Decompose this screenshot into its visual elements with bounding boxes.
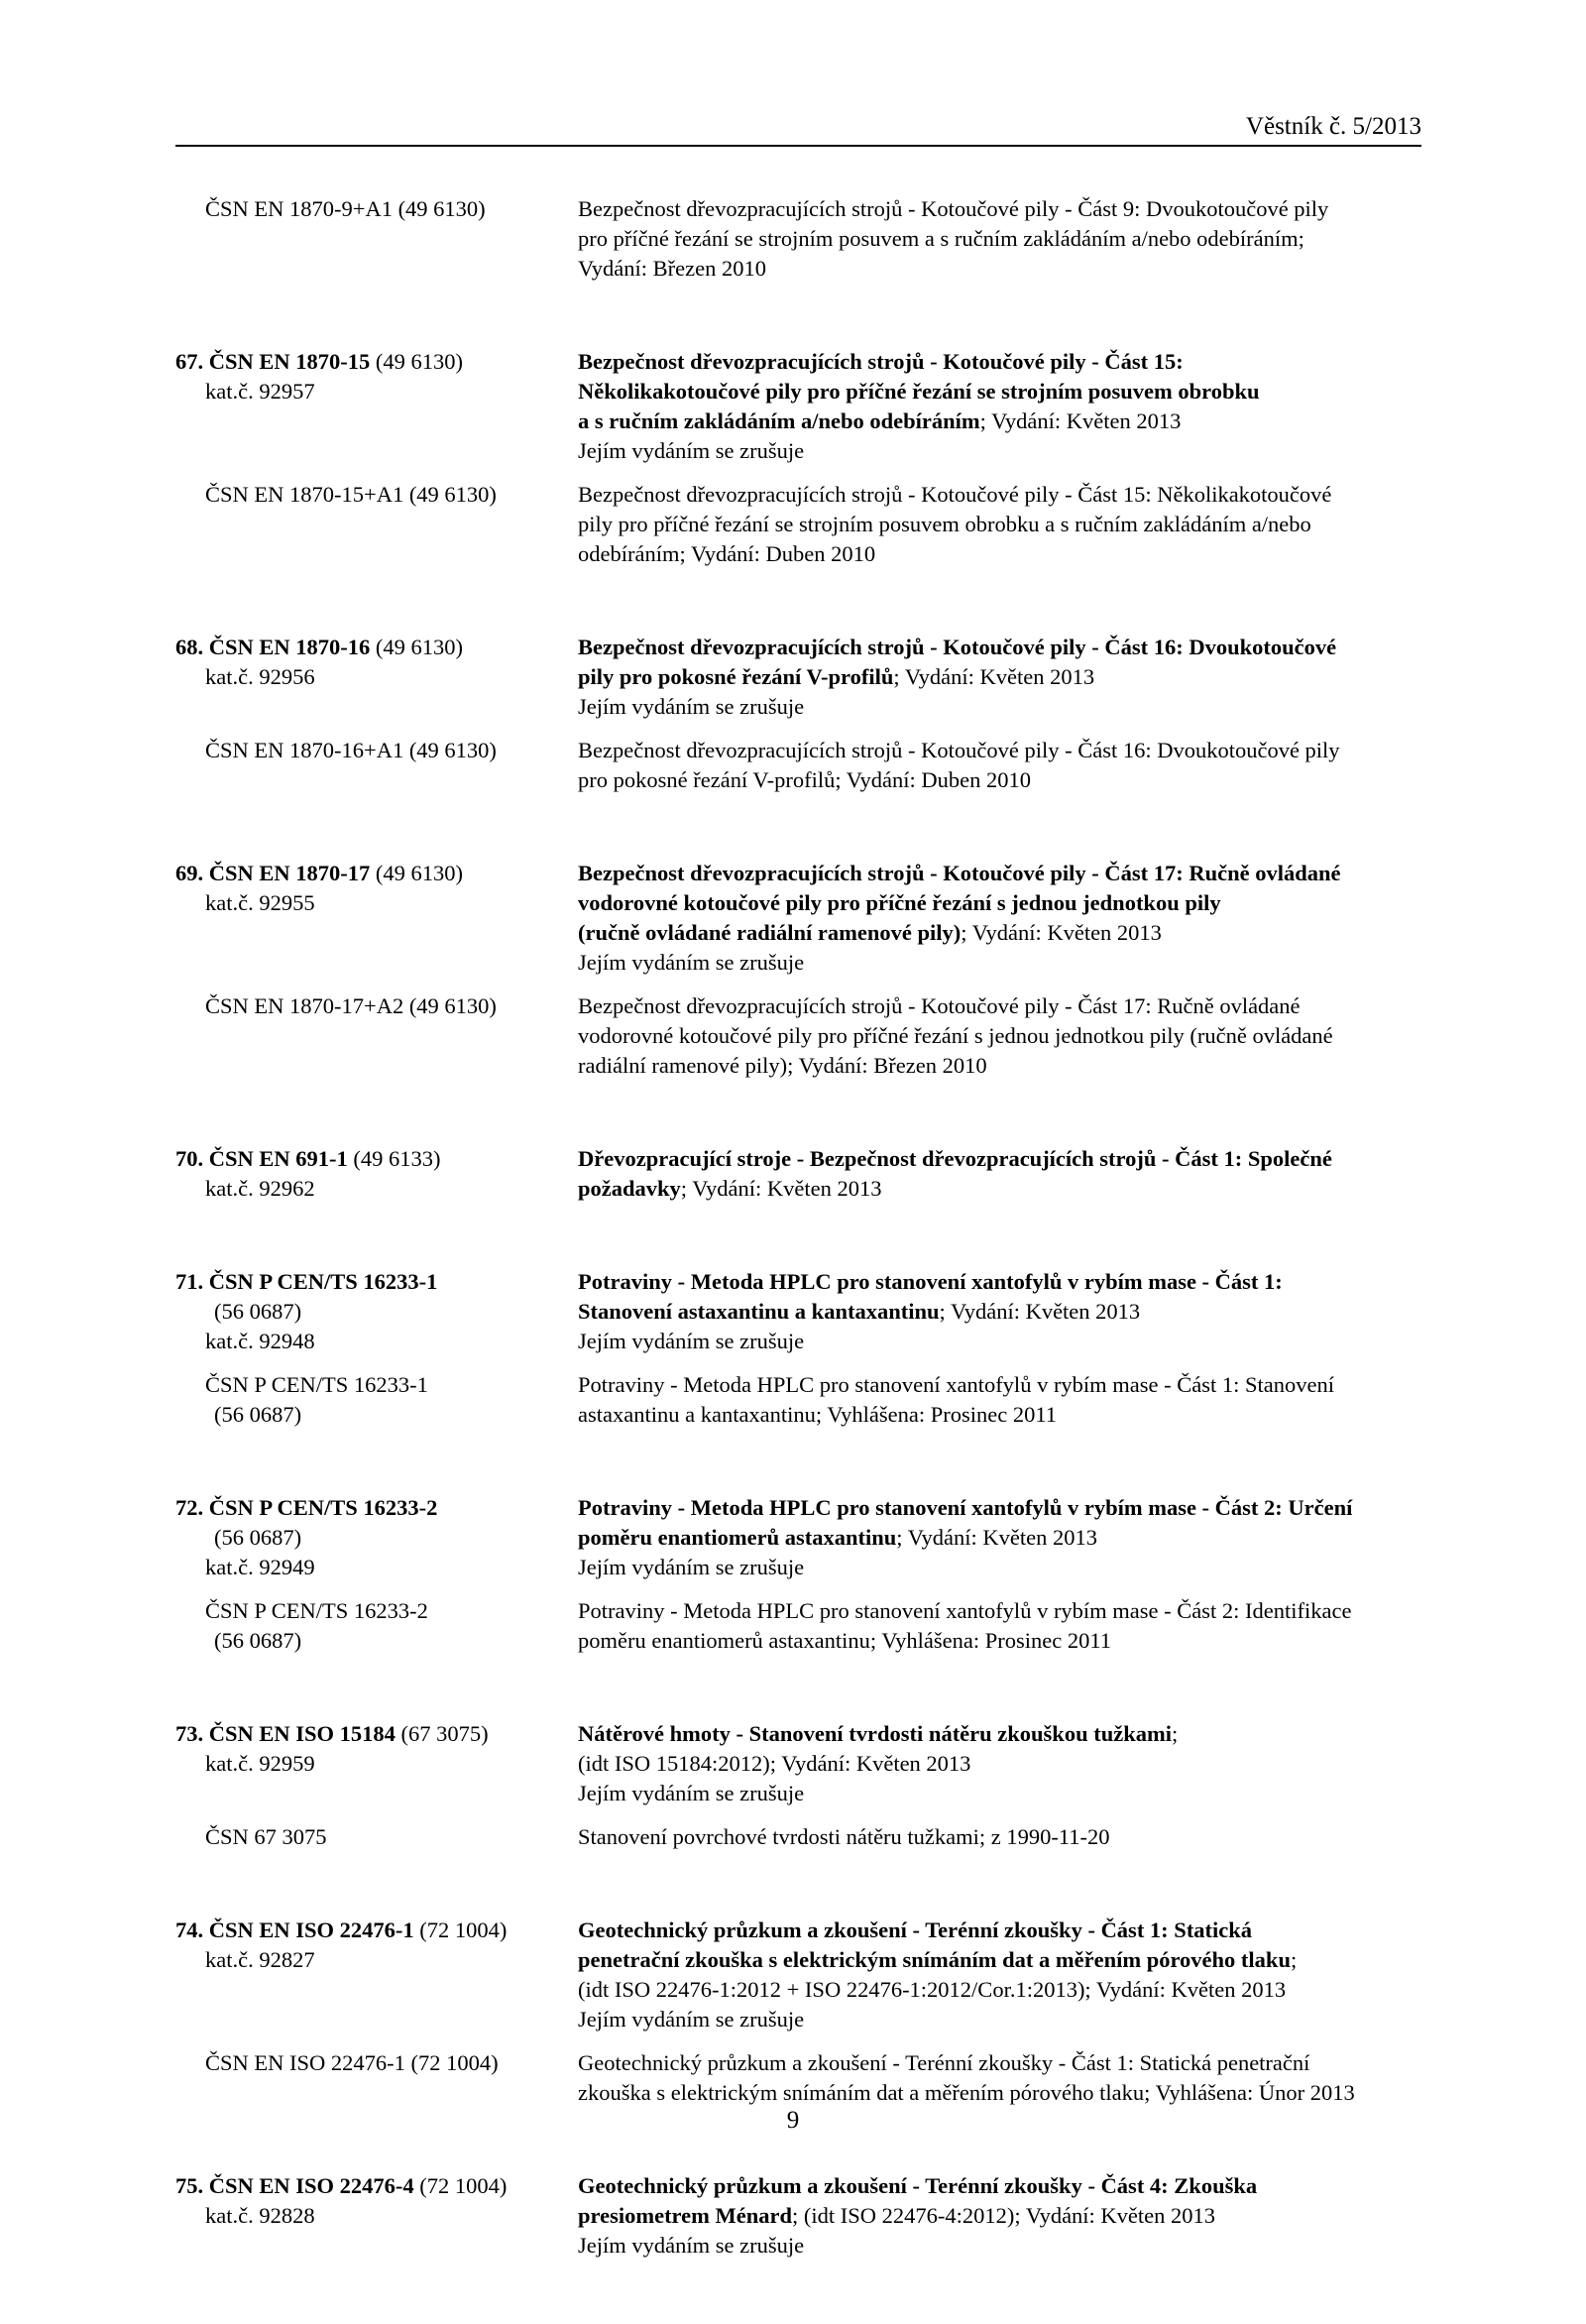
catalog-number: kat.č. 92827: [205, 1947, 315, 1972]
title-tail: ;: [1290, 1947, 1298, 1972]
standard-class: (56 0687): [214, 1299, 302, 1324]
code-line: [175, 1493, 578, 1523]
standard-class: (49 6133): [347, 1146, 441, 1171]
cancels-note: Jejím vydáním se zrušuje: [578, 950, 805, 975]
standard-class: (49 6130): [370, 861, 464, 885]
title-line: Vydání: Březen 2010: [578, 256, 766, 281]
code-line: [175, 2171, 578, 2201]
title-text: presiometrem Ménard: [578, 2203, 792, 2228]
standard-code: ČSN EN ISO 22476-1: [208, 1917, 414, 1942]
code-line: ČSN P CEN/TS 16233-2: [205, 1598, 428, 1623]
title-tail: ;: [1171, 1721, 1179, 1746]
title-text: Nátěrové hmoty - Stanovení tvrdosti nátěru zkouškou tužkami: [578, 1721, 1172, 1746]
standards-list: [175, 194, 1424, 2324]
standard-entry: [175, 633, 1424, 795]
standard-code: ČSN P CEN/TS 16233-2: [208, 1495, 438, 1520]
standard-code: ČSN EN 1870-17: [208, 861, 371, 885]
page-number: 9: [786, 2107, 800, 2134]
standard-class: (49 6130): [370, 349, 464, 374]
title-line: Potraviny - Metoda HPLC pro stanovení xantofylů v rybím mase - Část 2: Identifikace: [578, 1598, 1352, 1623]
cancels-note: Jejím vydáním se zrušuje: [578, 2007, 805, 2032]
standard-entry: [175, 1144, 1424, 1204]
standard-entry: [175, 859, 1424, 1081]
title-text: a s ručním zakládáním a/nebo odebíráním: [578, 408, 980, 433]
title-text: poměru enantiomerů astaxantinu: [578, 1525, 897, 1550]
title-text: (ručně ovládané radiální ramenové pily): [578, 920, 962, 945]
replaced-standard-code: [175, 736, 578, 795]
standard-class: (67 3075): [395, 1721, 489, 1746]
replaced-standard-row: [175, 194, 1424, 284]
title-tail: ; Vydání: Květen 2013: [680, 1176, 882, 1201]
standard-entry: [175, 2171, 1424, 2261]
title-line: pily pro příčné řezání se strojním posuvem obrobku a s ručním zakládáním a/nebo: [578, 512, 1311, 536]
new-standard-title: [578, 1916, 1424, 2034]
title-line: Bezpečnost dřevozpracujících strojů - Kotoučové pily - Část 16: Dvoukotoučové pily: [578, 738, 1340, 762]
title-text: Bezpečnost dřevozpracujících strojů - Kotoučové pily - Část 16: Dvoukotoučové: [578, 635, 1337, 659]
new-standard-title: [578, 347, 1424, 466]
cancels-note: Jejím vydáním se zrušuje: [578, 1329, 805, 1353]
code-line: ČSN EN 1870-15+A1 (49 6130): [205, 482, 497, 507]
new-standard-row: [175, 859, 1424, 978]
code-line: [175, 633, 578, 662]
title-line: Stanovení povrchové tvrdosti nátěru tužkami; z 1990-11-20: [578, 1824, 1110, 1849]
replaced-standard-code: [175, 1822, 578, 1852]
new-standard-row: [175, 1493, 1424, 1582]
cancels-note: Jejím vydáním se zrušuje: [578, 1555, 805, 1579]
new-standard-title: [578, 1144, 1424, 1204]
entry-number: 67.: [175, 349, 204, 374]
replaced-standard-title: [578, 1596, 1424, 1656]
new-standard-code: [175, 1719, 578, 1808]
title-line: [578, 1144, 1424, 1174]
title-line: [578, 888, 1424, 918]
code-line: [175, 347, 578, 377]
code-line: (56 0687): [214, 1402, 302, 1427]
title-line: [578, 1267, 1424, 1297]
title-line: [578, 1493, 1424, 1523]
new-standard-row: [175, 1267, 1424, 1356]
replaced-standard-title: [578, 1822, 1424, 1852]
new-standard-row: [175, 2171, 1424, 2261]
replaced-standard-code: [175, 1596, 578, 1656]
catalog-number: kat.č. 92959: [205, 1751, 315, 1776]
new-standard-row: [175, 1916, 1424, 2034]
title-line: [578, 377, 1424, 407]
replaced-standard-title: [578, 480, 1424, 569]
code-line: [175, 1267, 578, 1297]
catalog-number: kat.č. 92957: [205, 379, 315, 404]
new-standard-code: [175, 859, 578, 978]
standard-entry: [175, 347, 1424, 569]
title-line: [578, 918, 1424, 948]
title-line: Bezpečnost dřevozpracujících strojů - Kotoučové pily - Část 17: Ručně ovládané: [578, 993, 1301, 1018]
standard-entry: [175, 194, 1424, 284]
title-tail: ; Vydání: Květen 2013: [979, 408, 1182, 433]
entry-number: 74.: [175, 1917, 204, 1942]
new-standard-title: [578, 633, 1424, 722]
new-standard-code: [175, 1493, 578, 1582]
standard-entry: [175, 1719, 1424, 1852]
catalog-number: kat.č. 92948: [205, 1329, 315, 1353]
replaced-standard-code: [175, 2048, 578, 2108]
title-line: [578, 1523, 1424, 1553]
standard-code: ČSN EN 1870-15: [208, 349, 371, 374]
title-line: vodorovné kotoučové pily pro příčné řezání s jednou jednotkou pily (ručně ovládané: [578, 1023, 1333, 1048]
replaced-standard-row: [175, 991, 1424, 1081]
replaced-standard-title: [578, 991, 1424, 1081]
new-standard-title: [578, 2171, 1424, 2261]
new-standard-title: [578, 1719, 1424, 1808]
code-line: ČSN EN 1870-9+A1 (49 6130): [205, 196, 486, 221]
title-tail: ; Vydání: Květen 2013: [939, 1299, 1141, 1324]
title-line: [578, 859, 1424, 888]
replaced-standard-row: [175, 2048, 1424, 2108]
title-line: [578, 1945, 1424, 1975]
replaced-standard-code: [175, 194, 578, 284]
code-line: ČSN 67 3075: [205, 1824, 327, 1849]
standard-code: ČSN EN ISO 15184: [208, 1721, 396, 1746]
new-standard-title: [578, 859, 1424, 978]
standard-code: ČSN EN 691-1: [208, 1146, 348, 1171]
replaced-standard-row: [175, 1822, 1424, 1852]
title-line: [578, 407, 1424, 436]
new-standard-row: [175, 633, 1424, 722]
title-text: vodorovné kotoučové pily pro příčné řezání s jednou jednotkou pily: [578, 890, 1221, 915]
replaced-standard-title: [578, 2048, 1424, 2108]
replaced-standard-title: [578, 736, 1424, 795]
title-line: odebíráním; Vydání: Duben 2010: [578, 541, 876, 566]
replaced-standard-title: [578, 1370, 1424, 1430]
new-standard-code: [175, 347, 578, 466]
new-standard-code: [175, 1144, 578, 1204]
new-standard-code: [175, 633, 578, 722]
title-text: Potraviny - Metoda HPLC pro stanovení xantofylů v rybím mase - Část 1:: [578, 1269, 1283, 1294]
standard-code: ČSN EN 1870-16: [208, 635, 371, 659]
cancels-note: Jejím vydáním se zrušuje: [578, 694, 805, 719]
title-line: Bezpečnost dřevozpracujících strojů - Kotoučové pily - Část 15: Několikakotoučové: [578, 482, 1332, 507]
standard-code: ČSN P CEN/TS 16233-1: [208, 1269, 438, 1294]
standard-class: (49 6130): [370, 635, 464, 659]
title-line: Geotechnický průzkum a zkoušení - Terénní zkoušky - Část 1: Statická penetrační: [578, 2050, 1310, 2075]
entry-number: 73.: [175, 1721, 204, 1746]
catalog-number: kat.č. 92955: [205, 890, 315, 915]
title-text: Několikakotoučové pily pro příčné řezání se strojním posuvem obrobku: [578, 379, 1260, 404]
catalog-number: kat.č. 92956: [205, 664, 315, 689]
catalog-number: kat.č. 92949: [205, 1555, 315, 1579]
title-line: zkouška s elektrickým snímáním dat a měřením pórového tlaku; Vyhlášena: Únor 2013: [578, 2080, 1355, 2105]
standard-entry: [175, 1916, 1424, 2108]
title-line: radiální ramenové pily); Vydání: Březen 2010: [578, 1053, 987, 1078]
standard-class: (72 1004): [413, 2173, 508, 2198]
title-tail: ; (idt ISO 22476-4:2012); Vydání: Květen 2013: [791, 2203, 1216, 2228]
title-extra: (idt ISO 15184:2012); Vydání: Květen 2013: [578, 1751, 971, 1776]
title-line: pro pokosné řezání V-profilů; Vydání: Duben 2010: [578, 767, 1032, 792]
standard-entry: [175, 1267, 1424, 1430]
new-standard-title: [578, 1493, 1424, 1582]
title-line: [578, 2201, 1424, 2231]
title-line: [578, 1719, 1424, 1749]
title-line: [578, 662, 1424, 692]
code-line: ČSN EN 1870-16+A1 (49 6130): [205, 738, 497, 762]
title-line: [578, 1174, 1424, 1204]
title-text: pily pro pokosné řezání V-profilů: [578, 664, 894, 689]
title-line: [578, 1916, 1424, 1945]
title-line: Potraviny - Metoda HPLC pro stanovení xantofylů v rybím mase - Část 1: Stanovení: [578, 1372, 1335, 1397]
entry-number: 71.: [175, 1269, 204, 1294]
title-tail: ; Vydání: Květen 2013: [896, 1525, 1097, 1550]
title-text: Bezpečnost dřevozpracujících strojů - Kotoučové pily - Část 15:: [578, 349, 1184, 374]
title-text: požadavky: [578, 1176, 681, 1201]
entry-number: 70.: [175, 1146, 204, 1171]
title-extra: (idt ISO 22476-1:2012 + ISO 22476-1:2012/Cor.1:2013); Vydání: Květen 2013: [578, 1977, 1287, 2002]
new-standard-title: [578, 1267, 1424, 1356]
title-line: pro příčné řezání se strojním posuvem a s ručním zakládáním a/nebo odebíráním;: [578, 226, 1304, 251]
new-standard-row: [175, 1144, 1424, 1204]
title-line: [578, 347, 1424, 377]
title-line: [578, 633, 1424, 662]
code-line: [175, 859, 578, 888]
catalog-number: kat.č. 92828: [205, 2203, 315, 2228]
replaced-standard-row: [175, 1370, 1424, 1430]
cancels-note: Jejím vydáním se zrušuje: [578, 2233, 805, 2258]
title-line: poměru enantiomerů astaxantinu; Vyhlášena: Prosinec 2011: [578, 1628, 1112, 1653]
new-standard-row: [175, 347, 1424, 466]
title-text: Geotechnický průzkum a zkoušení - Terénní zkoušky - Část 1: Statická: [578, 1917, 1253, 1942]
code-line: [175, 1719, 578, 1749]
replaced-standard-code: [175, 1370, 578, 1430]
new-standard-row: [175, 1719, 1424, 1808]
header-title: Věstník č. 5/2013: [1245, 113, 1421, 140]
catalog-number: kat.č. 92962: [205, 1176, 315, 1201]
title-line: [578, 2171, 1424, 2201]
new-standard-code: [175, 2171, 578, 2261]
replaced-standard-title: [578, 194, 1424, 284]
replaced-standard-row: [175, 1596, 1424, 1656]
new-standard-code: [175, 1916, 578, 2034]
entry-number: 75.: [175, 2173, 204, 2198]
entry-number: 68.: [175, 635, 204, 659]
title-line: astaxantinu a kantaxantinu; Vyhlášena: Prosinec 2011: [578, 1402, 1058, 1427]
code-line: ČSN P CEN/TS 16233-1: [205, 1372, 428, 1397]
standard-code: ČSN EN ISO 22476-4: [208, 2173, 414, 2198]
page-header: [175, 107, 1421, 147]
entry-number: 69.: [175, 861, 204, 885]
replaced-standard-code: [175, 991, 578, 1081]
title-text: Bezpečnost dřevozpracujících strojů - Kotoučové pily - Část 17: Ručně ovládané: [578, 861, 1341, 885]
title-line: [578, 1297, 1424, 1327]
title-line: Bezpečnost dřevozpracujících strojů - Kotoučové pily - Část 9: Dvoukotoučové pily: [578, 196, 1329, 221]
title-text: Stanovení astaxantinu a kantaxantinu: [578, 1299, 940, 1324]
cancels-note: Jejím vydáním se zrušuje: [578, 438, 805, 463]
code-line: [175, 1144, 578, 1174]
standard-class: (72 1004): [413, 1917, 508, 1942]
title-text: Potraviny - Metoda HPLC pro stanovení xantofylů v rybím mase - Část 2: Určení: [578, 1495, 1353, 1520]
title-text: penetrační zkouška s elektrickým snímáním dat a měřením pórového tlaku: [578, 1947, 1291, 1972]
replaced-standard-code: [175, 480, 578, 569]
title-tail: ; Vydání: Květen 2013: [893, 664, 1095, 689]
cancels-note: Jejím vydáním se zrušuje: [578, 1781, 805, 1805]
standard-class: (56 0687): [214, 1525, 302, 1550]
replaced-standard-row: [175, 736, 1424, 795]
code-line: (56 0687): [214, 1628, 302, 1653]
title-tail: ; Vydání: Květen 2013: [961, 920, 1162, 945]
new-standard-code: [175, 1267, 578, 1356]
code-line: ČSN EN ISO 22476-1 (72 1004): [205, 2050, 499, 2075]
entry-number: 72.: [175, 1495, 204, 1520]
code-line: [175, 1916, 578, 1945]
code-line: ČSN EN 1870-17+A2 (49 6130): [205, 993, 497, 1018]
title-text: Geotechnický průzkum a zkoušení - Terénní zkoušky - Část 4: Zkouška: [578, 2173, 1258, 2198]
title-text: Dřevozpracující stroje - Bezpečnost dřevozpracujících strojů - Část 1: Společné: [578, 1146, 1332, 1171]
standard-entry: [175, 1493, 1424, 1656]
replaced-standard-row: [175, 480, 1424, 569]
